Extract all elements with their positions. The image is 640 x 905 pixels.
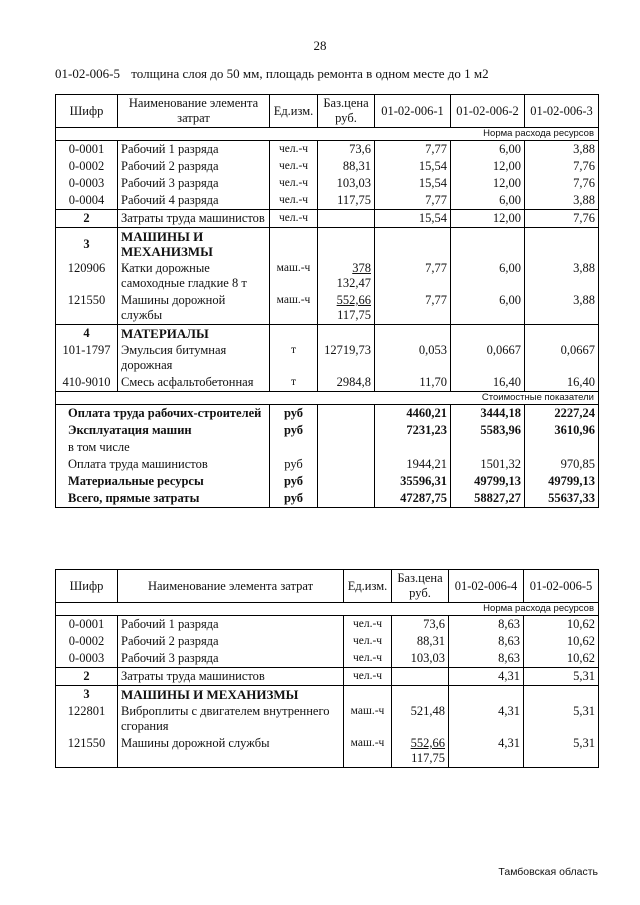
row-unit: чел.-ч	[270, 141, 318, 159]
table-row	[56, 633, 599, 650]
row-unit: т	[270, 374, 318, 392]
cost-value-1: 1944,21	[375, 456, 451, 473]
header-price: Баз.цена руб.	[318, 95, 375, 128]
cost-row	[56, 490, 599, 508]
row-name: Рабочий 3 разряда	[118, 175, 270, 192]
row-name: Машины дорожной службы	[118, 292, 270, 325]
cost-value-3: 49799,13	[525, 473, 599, 490]
group-title: МАШИНЫ И МЕХАНИЗМЫ	[118, 228, 270, 261]
section-code: 01-02-006-5	[55, 66, 120, 81]
row-unit: чел.-ч	[344, 616, 392, 634]
row-price: 103,03	[318, 175, 375, 192]
row-code: 101-1797	[56, 342, 118, 374]
cost-value-1: 47287,75	[375, 490, 451, 508]
row-value-1: 7,77	[375, 292, 451, 325]
header-col-4: 01-02-006-4	[449, 570, 524, 603]
row-unit: маш.-ч	[270, 260, 318, 292]
row-unit: маш.-ч	[270, 292, 318, 325]
table-row	[56, 735, 599, 768]
cost-value-2: 1501,32	[451, 456, 525, 473]
row-value-3: 3,88	[525, 292, 599, 325]
row-value-5: 5,31	[524, 703, 599, 735]
row-value-1: 15,54	[375, 175, 451, 192]
row-name: Катки дорожные самоходные гладкие 8 т	[118, 260, 270, 292]
row-price: 12719,73	[318, 342, 375, 374]
row-unit: чел.-ч	[270, 158, 318, 175]
table-row	[56, 175, 599, 192]
row-name: Смесь асфальтобетонная	[118, 374, 270, 392]
row-code: 122801	[56, 703, 118, 735]
row-unit: маш.-ч	[344, 703, 392, 735]
group-value-5: 5,31	[524, 668, 599, 686]
cost-row	[56, 405, 599, 423]
row-value-2: 12,00	[451, 175, 525, 192]
group-code: 2	[56, 668, 118, 686]
cost-value-3: 970,85	[525, 456, 599, 473]
row-value-2: 6,00	[451, 260, 525, 292]
table-row	[56, 374, 599, 392]
row-price: 103,03	[392, 650, 449, 668]
row-price: 552,66	[410, 736, 445, 750]
row-name: Рабочий 2 разряда	[118, 158, 270, 175]
table-row	[56, 292, 599, 325]
header-code: Шифр	[56, 570, 118, 603]
row-value-1: 15,54	[375, 158, 451, 175]
group-name: Затраты труда машинистов	[118, 210, 270, 228]
cost-unit: руб	[270, 405, 318, 423]
cost-unit: руб	[270, 422, 318, 439]
cost-name: Оплата труда машинистов	[56, 456, 270, 473]
cost-name: Эксплуатация машин	[56, 422, 270, 439]
cost-value-1: 7231,23	[375, 422, 451, 439]
group-code: 3	[56, 686, 118, 704]
row-value-2: 12,00	[451, 158, 525, 175]
row-code: 0-0003	[56, 650, 118, 668]
header-price: Баз.цена руб.	[392, 570, 449, 603]
cost-value-2: 58827,27	[451, 490, 525, 508]
row-value-4: 8,63	[449, 633, 524, 650]
header-name: Наименование элемента затрат	[118, 95, 270, 128]
row-value-4: 8,63	[449, 650, 524, 668]
footer-region: Тамбовская область	[498, 866, 598, 878]
row-price: 73,6	[392, 616, 449, 634]
row-price: 2984,8	[318, 374, 375, 392]
row-value-1: 7,77	[375, 260, 451, 292]
cost-value-1: 35596,31	[375, 473, 451, 490]
cost-value-2: 5583,96	[451, 422, 525, 439]
row-price-machinist: 117,75	[411, 751, 445, 765]
group-unit: чел.-ч	[270, 210, 318, 228]
group-row-machines	[56, 228, 599, 261]
group-row-machinists	[56, 210, 599, 228]
table-row	[56, 141, 599, 159]
table-row	[56, 616, 599, 634]
group-value-2: 12,00	[451, 210, 525, 228]
empty-cell	[318, 210, 375, 228]
header-col-5: 01-02-006-5	[524, 570, 599, 603]
table-row	[56, 260, 599, 292]
cost-unit: руб	[270, 473, 318, 490]
resource-table-2	[55, 569, 599, 768]
cost-value-3: 55637,33	[525, 490, 599, 508]
row-value-4: 8,63	[449, 616, 524, 634]
row-unit: чел.-ч	[344, 650, 392, 668]
row-unit: чел.-ч	[270, 192, 318, 210]
cost-row	[56, 422, 599, 439]
row-value-1: 7,77	[375, 192, 451, 210]
row-price: 552,66	[336, 293, 371, 307]
row-value-3: 16,40	[525, 374, 599, 392]
row-value-3: 3,88	[525, 141, 599, 159]
group-code: 4	[56, 325, 118, 343]
group-title: МАШИНЫ И МЕХАНИЗМЫ	[118, 686, 344, 704]
row-value-5: 10,62	[524, 616, 599, 634]
header-code: Шифр	[56, 95, 118, 128]
row-price: 88,31	[392, 633, 449, 650]
header-unit: Ед.изм.	[344, 570, 392, 603]
group-row-materials	[56, 325, 599, 343]
cost-name: в том числе	[56, 439, 270, 456]
row-code: 0-0001	[56, 616, 118, 634]
row-value-2: 6,00	[451, 292, 525, 325]
row-price: 378	[352, 261, 371, 275]
row-name: Рабочий 4 разряда	[118, 192, 270, 210]
cost-value-3: 2227,24	[525, 405, 599, 423]
row-value-1: 11,70	[375, 374, 451, 392]
group-name: Затраты труда машинистов	[118, 668, 344, 686]
group-unit: чел.-ч	[344, 668, 392, 686]
cost-row	[56, 473, 599, 490]
row-price: 88,31	[318, 158, 375, 175]
section-heading	[55, 66, 489, 82]
header-unit: Ед.изм.	[270, 95, 318, 128]
row-unit: чел.-ч	[344, 633, 392, 650]
section-description: толщина слоя до 50 мм, площадь ремонта в одном месте до 1 м2	[131, 66, 489, 81]
row-value-3: 3,88	[525, 192, 599, 210]
row-value-2: 6,00	[451, 141, 525, 159]
norm-label: Норма расхода ресурсов	[56, 603, 599, 616]
row-code: 0-0002	[56, 633, 118, 650]
row-name: Эмульсия битумная дорожная	[118, 342, 270, 374]
group-code: 3	[56, 228, 118, 261]
row-value-5: 10,62	[524, 633, 599, 650]
header-col-3: 01-02-006-3	[525, 95, 599, 128]
group-value-4: 4,31	[449, 668, 524, 686]
cost-value-1: 4460,21	[375, 405, 451, 423]
row-value-2: 0,0667	[451, 342, 525, 374]
row-code: 0-0004	[56, 192, 118, 210]
table-row	[56, 158, 599, 175]
row-unit: т	[270, 342, 318, 374]
row-value-5: 10,62	[524, 650, 599, 668]
group-row-machinists	[56, 668, 599, 686]
row-name: Рабочий 2 разряда	[118, 633, 344, 650]
cost-row	[56, 456, 599, 473]
table-row	[56, 342, 599, 374]
header-name: Наименование элемента затрат	[118, 570, 344, 603]
row-name: Рабочий 1 разряда	[118, 141, 270, 159]
row-price: 117,75	[318, 192, 375, 210]
row-name: Рабочий 3 разряда	[118, 650, 344, 668]
row-value-2: 6,00	[451, 192, 525, 210]
table-row	[56, 703, 599, 735]
row-value-1: 7,77	[375, 141, 451, 159]
row-price-machinist: 117,75	[337, 308, 371, 322]
header-col-1: 01-02-006-1	[375, 95, 451, 128]
group-title: МАТЕРИАЛЫ	[118, 325, 270, 343]
cost-row	[56, 439, 599, 456]
row-code: 410-9010	[56, 374, 118, 392]
row-unit: чел.-ч	[270, 175, 318, 192]
row-value-2: 16,40	[451, 374, 525, 392]
row-name: Рабочий 1 разряда	[118, 616, 344, 634]
row-value-4: 4,31	[449, 735, 524, 768]
row-value-4: 4,31	[449, 703, 524, 735]
row-code: 0-0002	[56, 158, 118, 175]
group-code: 2	[56, 210, 118, 228]
row-code: 0-0001	[56, 141, 118, 159]
group-value-1: 15,54	[375, 210, 451, 228]
cost-value-3: 3610,96	[525, 422, 599, 439]
row-code: 121550	[56, 735, 118, 768]
cost-unit: руб	[270, 490, 318, 508]
row-code: 121550	[56, 292, 118, 325]
row-code: 120906	[56, 260, 118, 292]
cost-name: Оплата труда рабочих-строителей	[56, 405, 270, 423]
cost-value-2: 49799,13	[451, 473, 525, 490]
row-price: 521,48	[392, 703, 449, 735]
cost-name: Всего, прямые затраты	[56, 490, 270, 508]
cost-unit: руб	[270, 456, 318, 473]
group-value-3: 7,76	[525, 210, 599, 228]
row-name: Машины дорожной службы	[118, 735, 344, 768]
cost-name: Материальные ресурсы	[56, 473, 270, 490]
cost-value-2: 3444,18	[451, 405, 525, 423]
row-value-1: 0,053	[375, 342, 451, 374]
row-value-3: 7,76	[525, 175, 599, 192]
table-row	[56, 192, 599, 210]
header-col-2: 01-02-006-2	[451, 95, 525, 128]
cost-label: Стоимостные показатели	[56, 392, 599, 405]
row-price: 73,6	[318, 141, 375, 159]
row-price-machinist: 132,47	[336, 276, 371, 290]
row-value-3: 7,76	[525, 158, 599, 175]
resource-table-1	[55, 94, 599, 508]
page-number: 28	[313, 38, 327, 53]
row-value-3: 3,88	[525, 260, 599, 292]
row-value-5: 5,31	[524, 735, 599, 768]
norm-label: Норма расхода ресурсов	[56, 128, 599, 141]
table-row	[56, 650, 599, 668]
row-code: 0-0003	[56, 175, 118, 192]
row-value-3: 0,0667	[525, 342, 599, 374]
row-unit: маш.-ч	[344, 735, 392, 768]
row-name: Виброплиты с двигателем внутреннего сгорания	[118, 703, 344, 735]
group-row-machines	[56, 686, 599, 704]
